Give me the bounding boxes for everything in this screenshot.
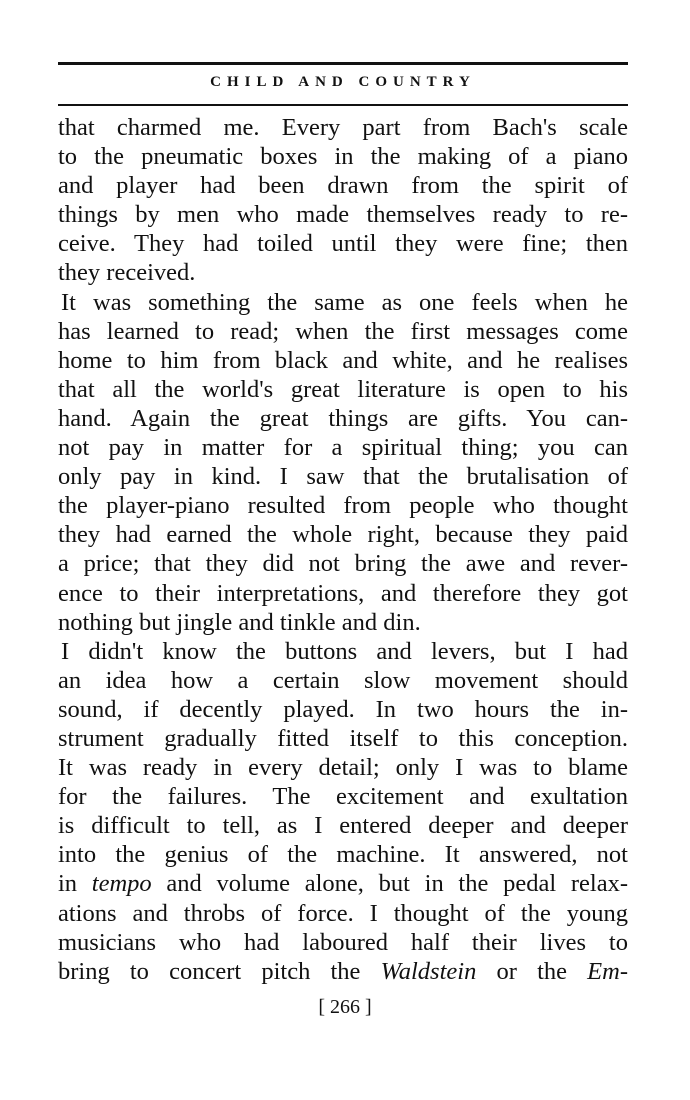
text-line: that all the world's great literature is open to his: [58, 375, 628, 403]
text-line: ations and throbs of force. I thought of the young: [58, 899, 628, 927]
text-line: nothing but jingle and tinkle and din.: [58, 608, 421, 636]
header-rule-bottom: [58, 104, 628, 106]
text-line: home to him from black and white, and he realises: [58, 346, 628, 374]
text-line: in tempo and volume alone, but in the pedal relax-: [58, 870, 628, 898]
text-line: is difficult to tell, as I entered deeper and deeper: [58, 812, 628, 840]
text-line: has learned to read; when the first messages come: [58, 317, 628, 345]
text-line: ence to their interpretations, and therefore they got: [58, 579, 628, 607]
text-line: a price; that they did not bring the awe and rever-: [58, 550, 628, 578]
text-line: they had earned the whole right, because they paid: [58, 521, 628, 549]
text-line: to the pneumatic boxes in the making of a piano: [58, 143, 628, 171]
text-line: sound, if decently played. In two hours the in-: [58, 695, 628, 723]
page-number: [ 266 ]: [318, 996, 372, 1018]
text-line: strument gradually fitted itself to this conception.: [58, 724, 628, 752]
text-line: I didn't know the buttons and levers, but I had: [61, 637, 628, 665]
text-line: musicians who had laboured half their lives to: [58, 928, 628, 956]
text-line: only pay in kind. I saw that the brutalisation of: [58, 463, 628, 491]
running-header: CHILD AND COUNTRY: [210, 74, 476, 90]
text-line: bring to concert pitch the Waldstein or the Em-: [58, 957, 628, 985]
text-line: ceive. They had toiled until they were fine; then: [58, 230, 628, 258]
text-line: into the genius of the machine. It answered, not: [58, 841, 628, 869]
text-line: for the failures. The excitement and exultation: [58, 783, 628, 811]
text-line: hand. Again the great things are gifts. You can-: [58, 404, 628, 432]
header-rule-top: [58, 62, 628, 65]
text-line: things by men who made themselves ready to re-: [58, 201, 628, 229]
text-line: It was something the same as one feels when he: [61, 288, 628, 316]
text-line: an idea how a certain slow movement should: [58, 666, 628, 694]
text-line: the player-piano resulted from people who thought: [58, 492, 628, 520]
text-line: that charmed me. Every part from Bach's scale: [58, 114, 628, 141]
text-line: they received.: [58, 259, 196, 287]
text-line: and player had been drawn from the spirit of: [58, 172, 628, 200]
text-line: It was ready in every detail; only I was to blame: [58, 754, 628, 782]
text-line: not pay in matter for a spiritual thing; you can: [58, 434, 628, 462]
body-text: [58, 113, 628, 986]
